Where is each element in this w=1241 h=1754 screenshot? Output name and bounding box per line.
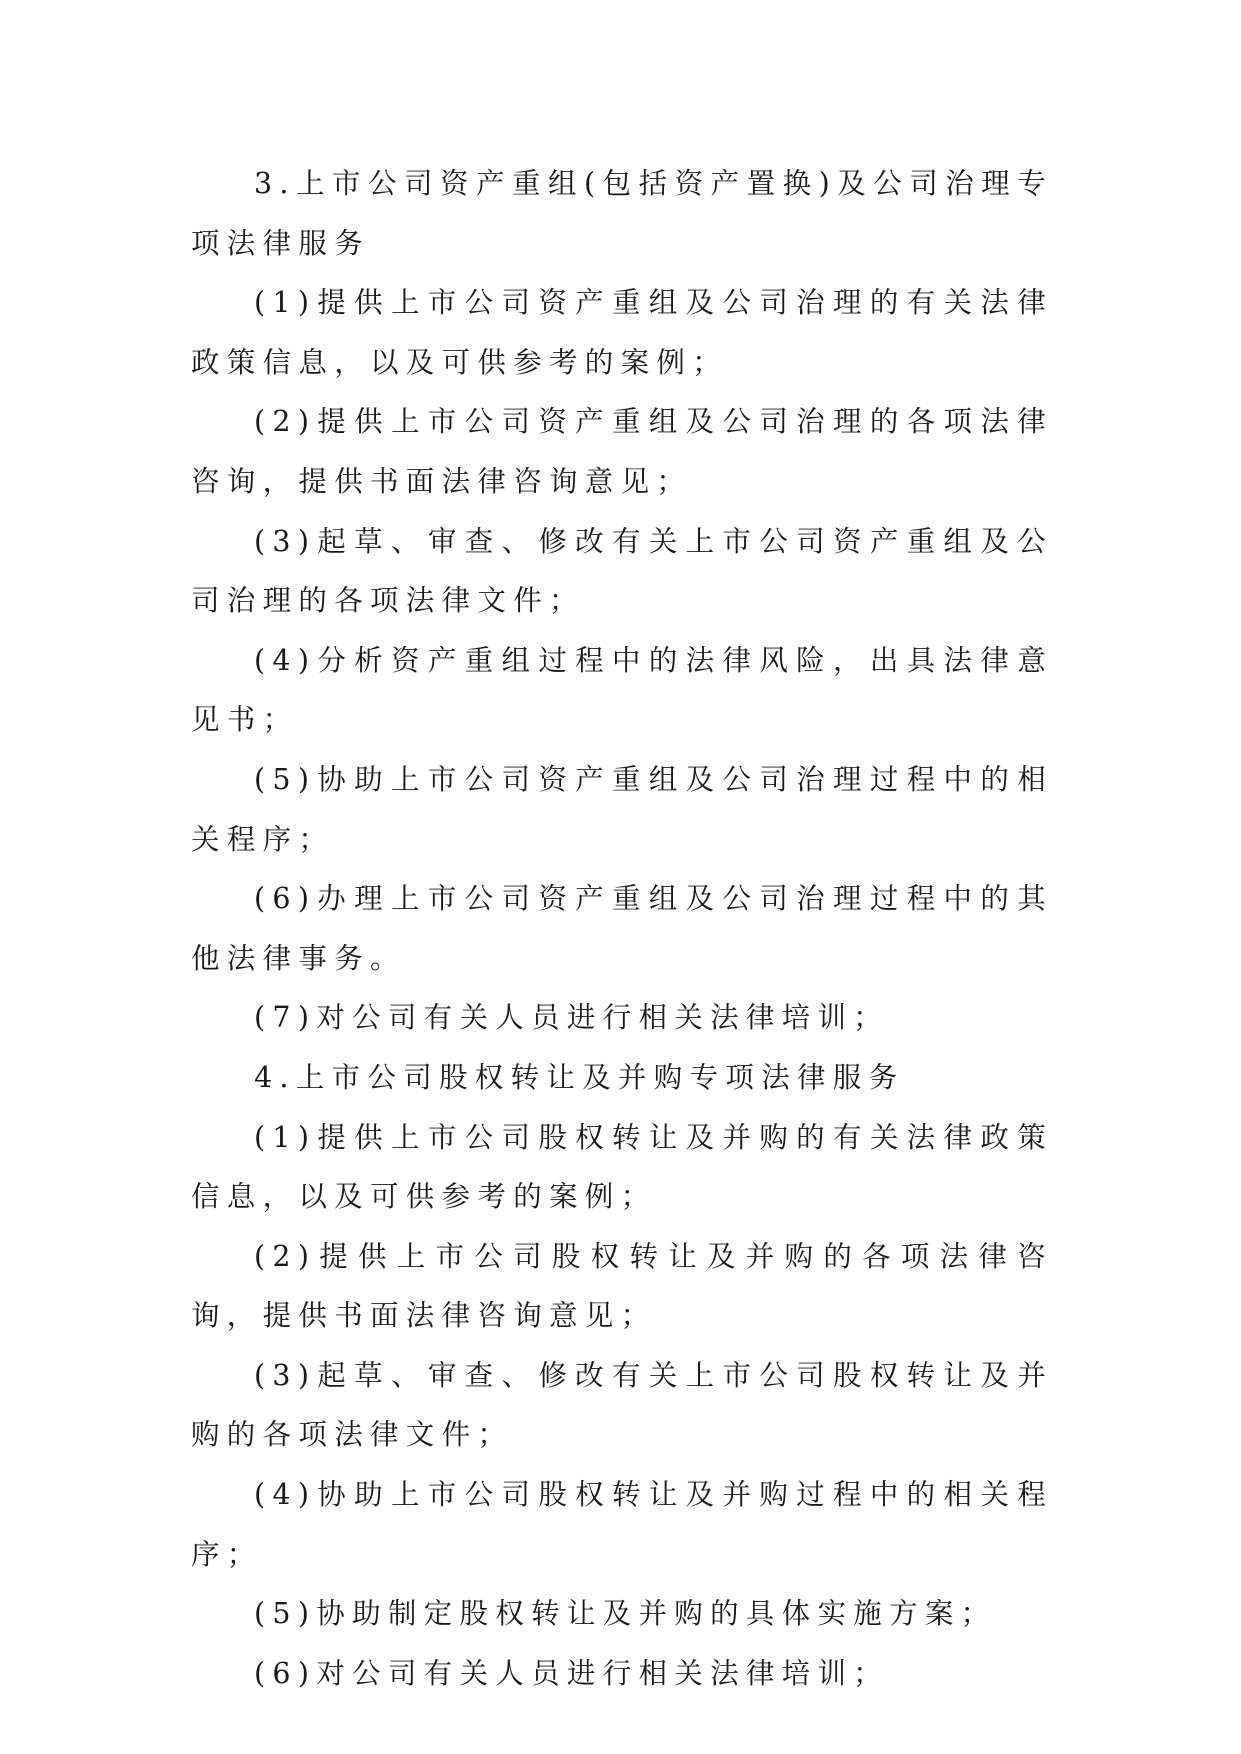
list-item: (2)提供上市公司资产重组及公司治理的各项法律咨询，提供书面法律咨询意见； — [191, 405, 1053, 498]
list-item: (4)分析资产重组过程中的法律风险，出具法律意见书； — [191, 643, 1053, 737]
list-item: (2)提供上市公司股权转让及并购的各项法律咨询，提供书面法律咨询意见； — [191, 1239, 1053, 1333]
list-item: (3)起草、审查、修改有关上市公司股权转让及并购的各项法律文件； — [191, 1358, 1053, 1452]
list-item: (1)提供上市公司股权转让及并购的有关法律政策信息，以及可供参考的案例； — [191, 1120, 1053, 1214]
list-item: (5)协助上市公司资产重组及公司治理过程中的相关程序； — [191, 762, 1053, 856]
list-item: (7)对公司有关人员进行相关法律培训； — [254, 1001, 890, 1035]
section-heading-asset-restructuring: 3.上市公司资产重组(包括资产置换)及公司治理专项法律服务 — [191, 167, 1053, 260]
list-item: (4)协助上市公司股权转让及并购过程中的相关程序； — [191, 1478, 1053, 1571]
list-item: (6)办理上市公司资产重组及公司治理过程中的其他法律事务。 — [191, 882, 1053, 975]
document-body — [191, 154, 1053, 1703]
list-item: (1)提供上市公司资产重组及公司治理的有关法律政策信息，以及可供参考的案例； — [191, 286, 1053, 379]
list-item: (6)对公司有关人员进行相关法律培训； — [254, 1656, 890, 1690]
section-heading-equity-transfer: 4.上市公司股权转让及并购专项法律服务 — [254, 1060, 905, 1094]
list-item: (5)协助制定股权转让及并购的具体实施方案； — [254, 1597, 997, 1631]
list-item: (3)起草、审查、修改有关上市公司资产重组及公司治理的各项法律文件； — [191, 524, 1053, 618]
